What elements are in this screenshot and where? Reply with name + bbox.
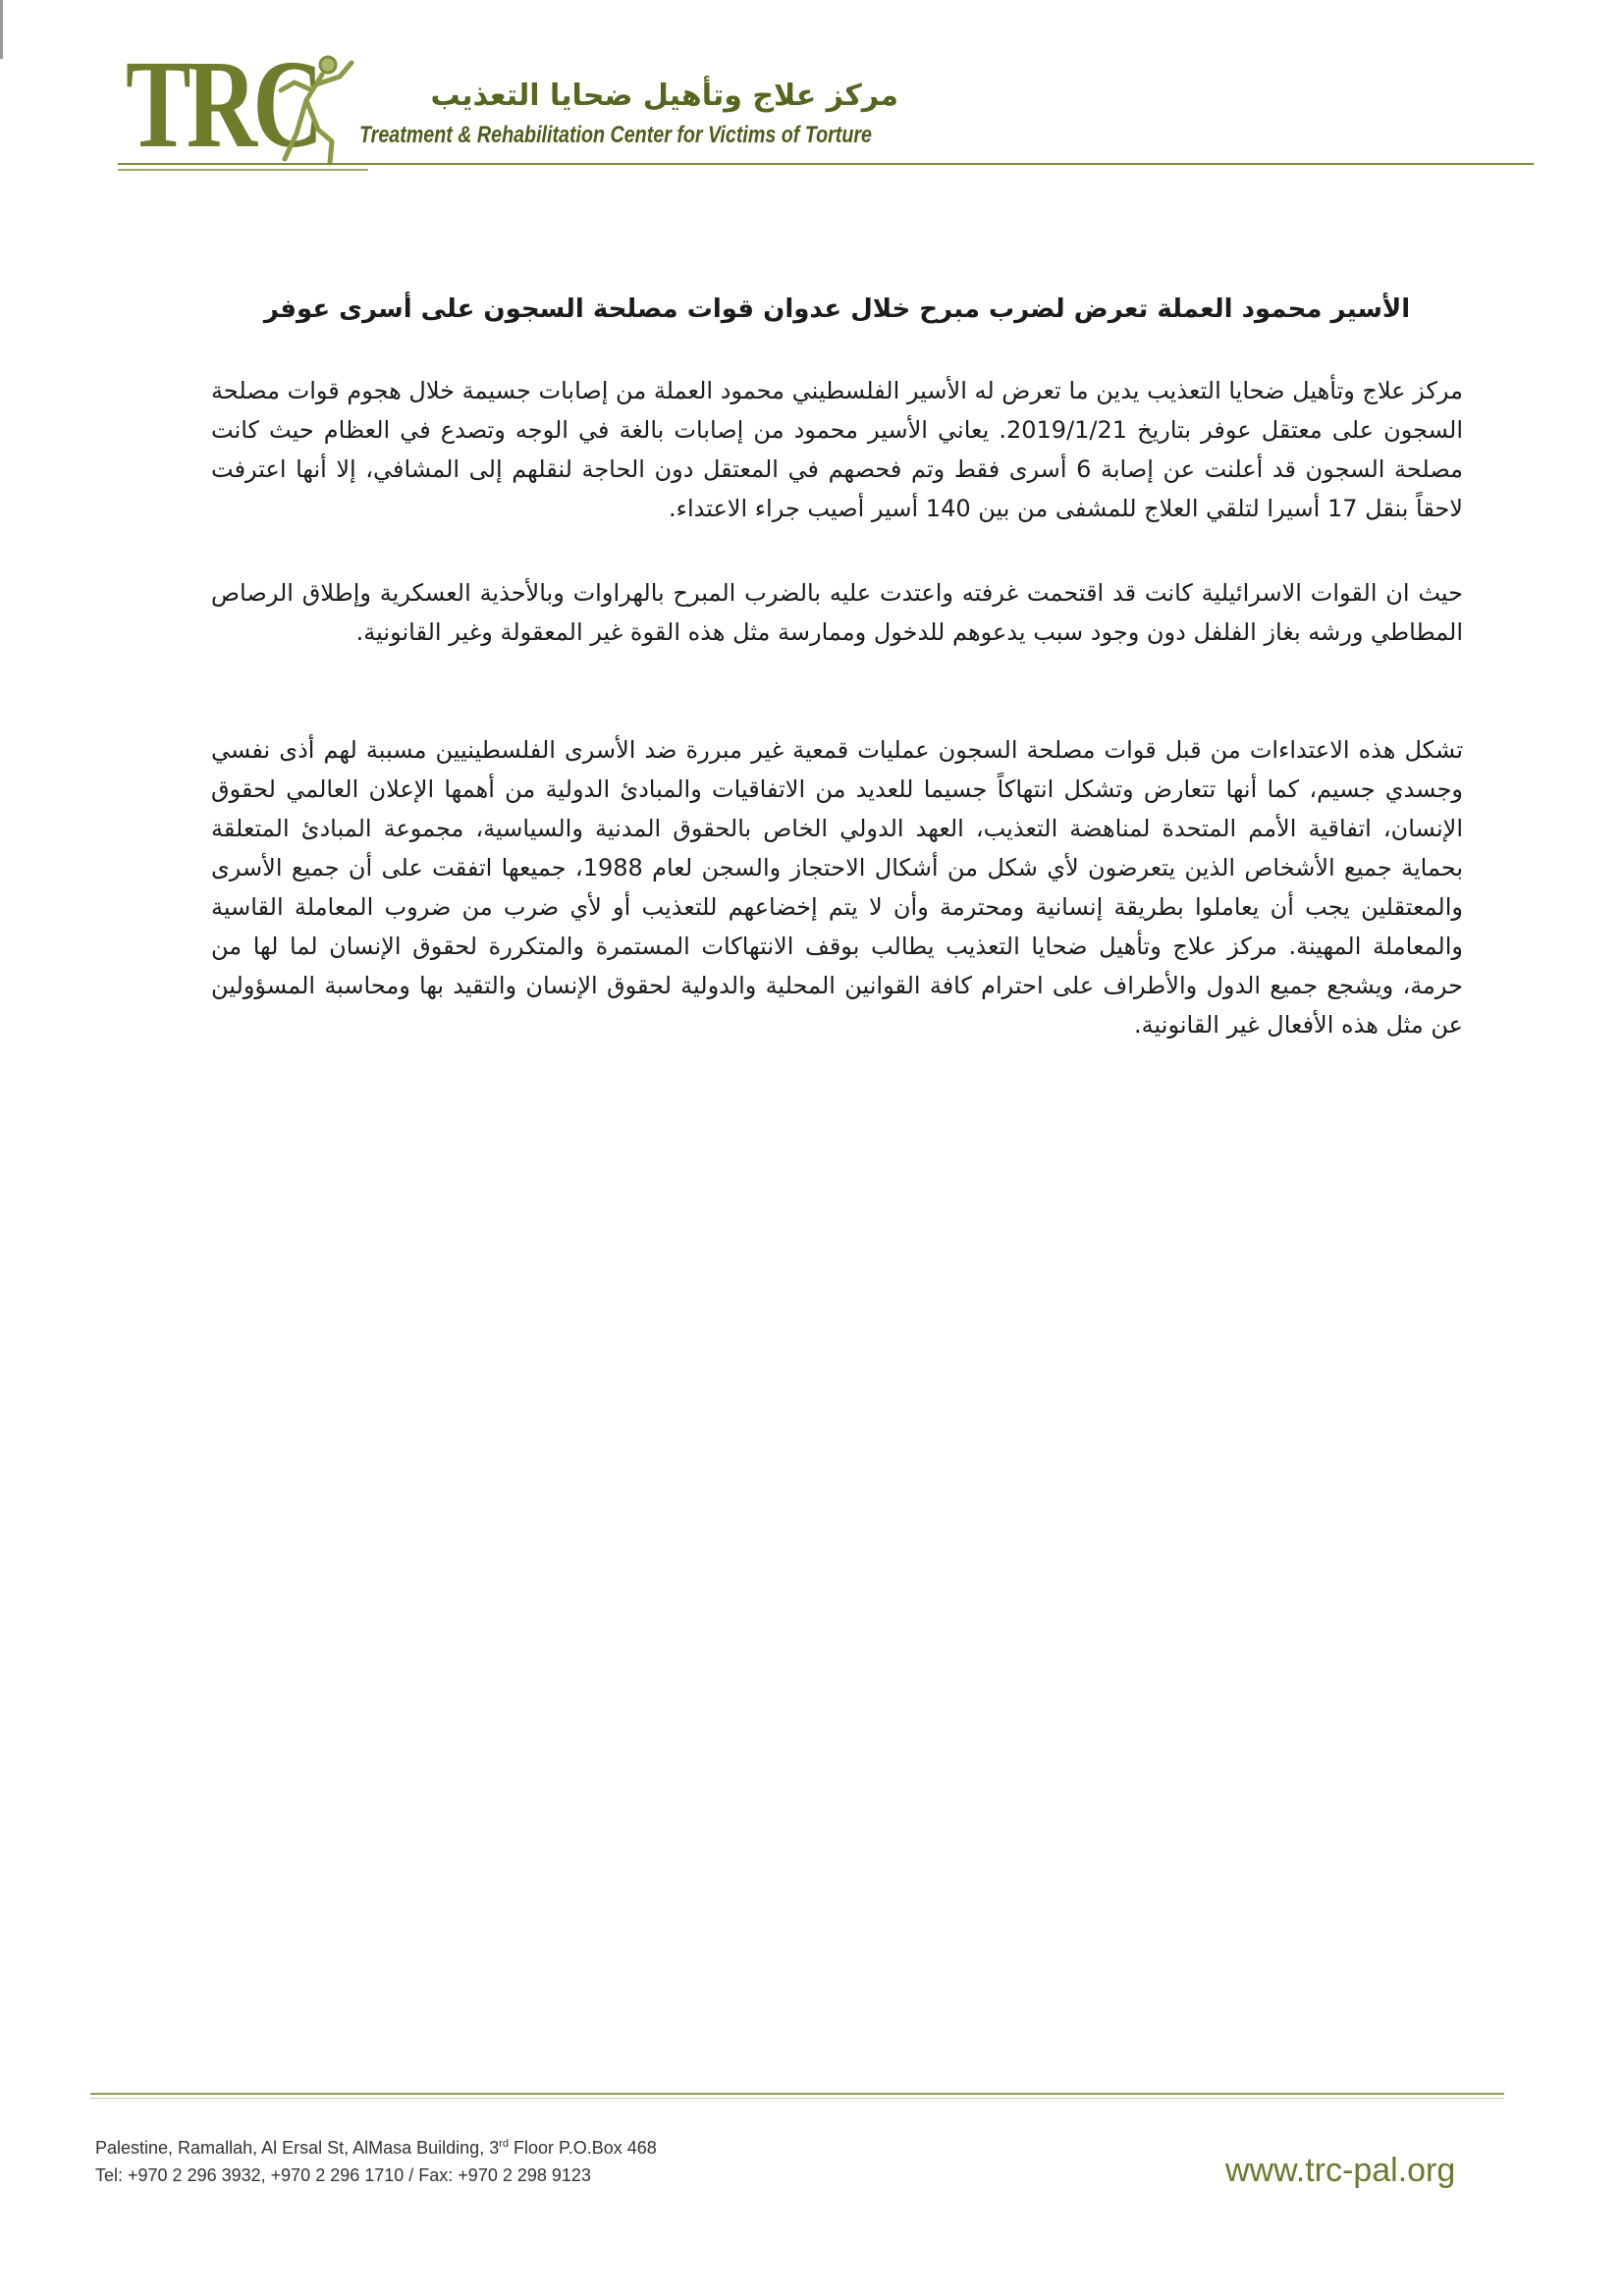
paragraph-3: تشكل هذه الاعتداءات من قبل قوات مصلحة السجون عمليات قمعية غير مبررة ضد الأسرى الفلسطينيين مسببة لهم أذى نفسي وجسدي جسيم، كما أنها تتعارض وتشكل انتهاكاً جسيما للعديد من الاتفاقيات والمبادئ الدولية من أهمها الإعلان العالمي لحقوق الإنسان، اتفاقية الأمم المتحدة لمناهضة التعذيب، العهد الدولي الخاص بالحقوق المدنية والسياسية، مجموعة المبادئ المتعلقة بحماية جميع الأشخاص الذين يتعرضون لأي شكل من أشكال الاحتجاز والسجن لعام 1988، جميعها اتفقت على أن جميع الأسرى والمعتقلين يجب أن يعاملوا بطريقة إنسانية ومحترمة وأن لا يتم إخضاعهم للتعذيب أو لأي ضرب من ضروب المعاملة القاسية والمعاملة المهينة. مركز علاج وتأهيل ضحايا التعذيب يطالب بوقف الانتهاكات المستمرة والمتكررة لحقوق الإنسان لما لها من حرمة، ويشجع جميع الدول والأطراف على احترام كافة القوانين المحلية والدولية لحقوق الإنسان والتقيد بها ومحاسبة المسؤولين عن مثل هذه الأفعال غير القانونية. — [211, 736, 1464, 1039]
address-prefix: Palestine, Ramallah, Al Ersal St, AlMasa Building, 3 — [95, 2138, 500, 2158]
header-divider — [118, 163, 1534, 165]
footer-contact — [95, 2130, 657, 2189]
address-sup: rd — [499, 2138, 509, 2150]
paragraph-1: مركز علاج وتأهيل ضحايا التعذيب يدين ما تعرض له الأسير الفلسطيني محمود العملة من إصابات جسيمة خلال هجوم قوات مصلحة السجون على معتقل عوفر بتاريخ 2019/1/21. يعاني الأسير محمود من إصابات بالغة في الوجه وتصدع في العظام حيث كانت مصلحة السجون قد أعلنت عن إصابة 6 أسرى فقط وتم فحصهم في المعتقل دون الحاجة لنقلهم إلى المشافي، إلا أنها اعترفت لاحقاً بنقل 17 أسيرا لتلقي العلاج للمشفى من بين 140 أسير أصيب جراء الاعتداء. — [211, 377, 1464, 522]
scan-edge — [0, 0, 3, 59]
figure-icon — [267, 43, 355, 171]
article-title: الأسير محمود العملة تعرض لضرب مبرح خلال عدوان قوات مصلحة السجون على أسرى عوفر — [263, 294, 1411, 324]
paragraph-2: حيث ان القوات الاسرائيلية كانت قد اقتحمت غرفته واعتدت عليه بالضرب المبرح بالهراوات وبالأحذية العسكرية وإطلاق الرصاص المطاطي ورشه بغاز الفلفل دون وجود سبب يدعوهم للدخول وممارسة مثل هذه القوة غير المعقولة وغير القانونية. — [211, 579, 1463, 646]
website-link[interactable]: www.trc-pal.org — [1225, 2152, 1456, 2189]
letterhead — [118, 27, 1542, 175]
address-suffix: Floor P.O.Box 468 — [509, 2138, 657, 2158]
header-divider-accent — [118, 169, 368, 171]
footer-divider-inner — [90, 2098, 1504, 2099]
footer-address-line — [95, 2130, 657, 2162]
org-name-arabic: مركز علاج وتأهيل ضحايا التعذيب — [430, 79, 898, 113]
footer-divider — [90, 2093, 1504, 2095]
org-name-english: Treatment & Rehabilitation Center for Victims of Torture — [359, 122, 872, 148]
trc-logo — [118, 35, 334, 173]
footer-phone-line: Tel: +970 2 296 3932, +970 2 296 1710 / Fax: +970 2 298 9123 — [95, 2165, 591, 2185]
logo-letters: TRC — [126, 34, 319, 174]
